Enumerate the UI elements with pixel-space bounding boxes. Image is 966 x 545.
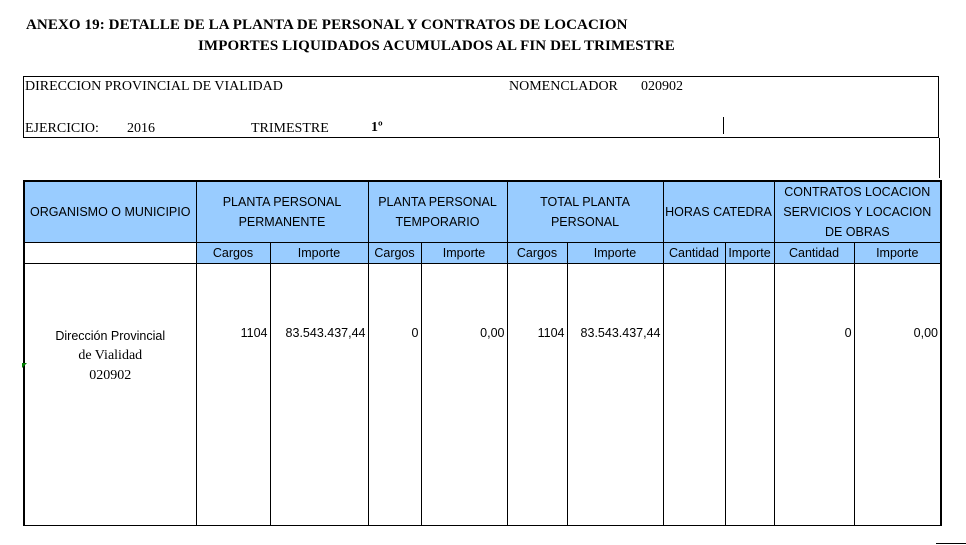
- trimestre-label: TRIMESTRE: [251, 121, 329, 136]
- subheader-cell: Cantidad: [774, 243, 854, 264]
- table-row: [24, 264, 941, 526]
- total-importe-cell: 83.543.437,44: [567, 264, 663, 526]
- personnel-table: [23, 180, 942, 526]
- bottom-edge-line: [936, 543, 966, 544]
- contratos-cantidad-cell: 0: [774, 264, 854, 526]
- subheader-cell: Importe: [270, 243, 368, 264]
- perm-importe-cell: 83.543.437,44: [270, 264, 368, 526]
- total-cargos-cell: 1104: [507, 264, 567, 526]
- nomenclador-label: NOMENCLADOR: [509, 79, 618, 94]
- ejercicio-value: 2016: [127, 121, 155, 136]
- nomenclador-value: 020902: [641, 79, 683, 94]
- organismo-name: DIRECCION PROVINCIAL DE VIALIDAD: [25, 79, 283, 94]
- contratos-importe-cell: 0,00: [854, 264, 941, 526]
- cell-divider-mark: [723, 117, 724, 134]
- subheader-cell: Importe: [854, 243, 941, 264]
- header-total-planta: TOTAL PLANTA PERSONAL: [507, 181, 663, 243]
- subheader-blank: [24, 243, 196, 264]
- trimestre-value: 1º: [371, 120, 383, 135]
- temp-importe-cell: 0,00: [421, 264, 507, 526]
- subheader-cell: Cargos: [196, 243, 270, 264]
- subheader-cell: Importe: [421, 243, 507, 264]
- subheader-cell: Importe: [567, 243, 663, 264]
- cell-comment-marker: [22, 363, 27, 368]
- ejercicio-label: EJERCICIO:: [25, 121, 99, 136]
- horas-importe-cell: [725, 264, 774, 526]
- header-organismo: ORGANISMO O MUNICIPIO: [24, 181, 196, 243]
- organismo-cell: Dirección Provincial de Vialidad 020902: [24, 264, 196, 526]
- header-horas-catedra: HORAS CATEDRA: [663, 181, 774, 243]
- perm-cargos-cell: 1104: [196, 264, 270, 526]
- subheader-cell: Cargos: [368, 243, 421, 264]
- header-contratos: CONTRATOS LOCACION SERVICIOS Y LOCACION DE OBRAS: [774, 181, 941, 243]
- subheader-cell: Cargos: [507, 243, 567, 264]
- right-border-line: [939, 138, 940, 178]
- annex-subtitle: IMPORTES LIQUIDADOS ACUMULADOS AL FIN DEL TRIMESTRE: [198, 38, 675, 54]
- header-planta-temporario: PLANTA PERSONAL TEMPORARIO: [368, 181, 507, 243]
- annex-title: ANEXO 19: DETALLE DE LA PLANTA DE PERSONAL Y CONTRATOS DE LOCACION: [26, 17, 628, 33]
- subheader-cell: Cantidad: [663, 243, 725, 264]
- temp-cargos-cell: 0: [368, 264, 421, 526]
- subheader-cell: Importe: [725, 243, 774, 264]
- horas-cantidad-cell: [663, 264, 725, 526]
- header-planta-permanente: PLANTA PERSONAL PERMANENTE: [196, 181, 368, 243]
